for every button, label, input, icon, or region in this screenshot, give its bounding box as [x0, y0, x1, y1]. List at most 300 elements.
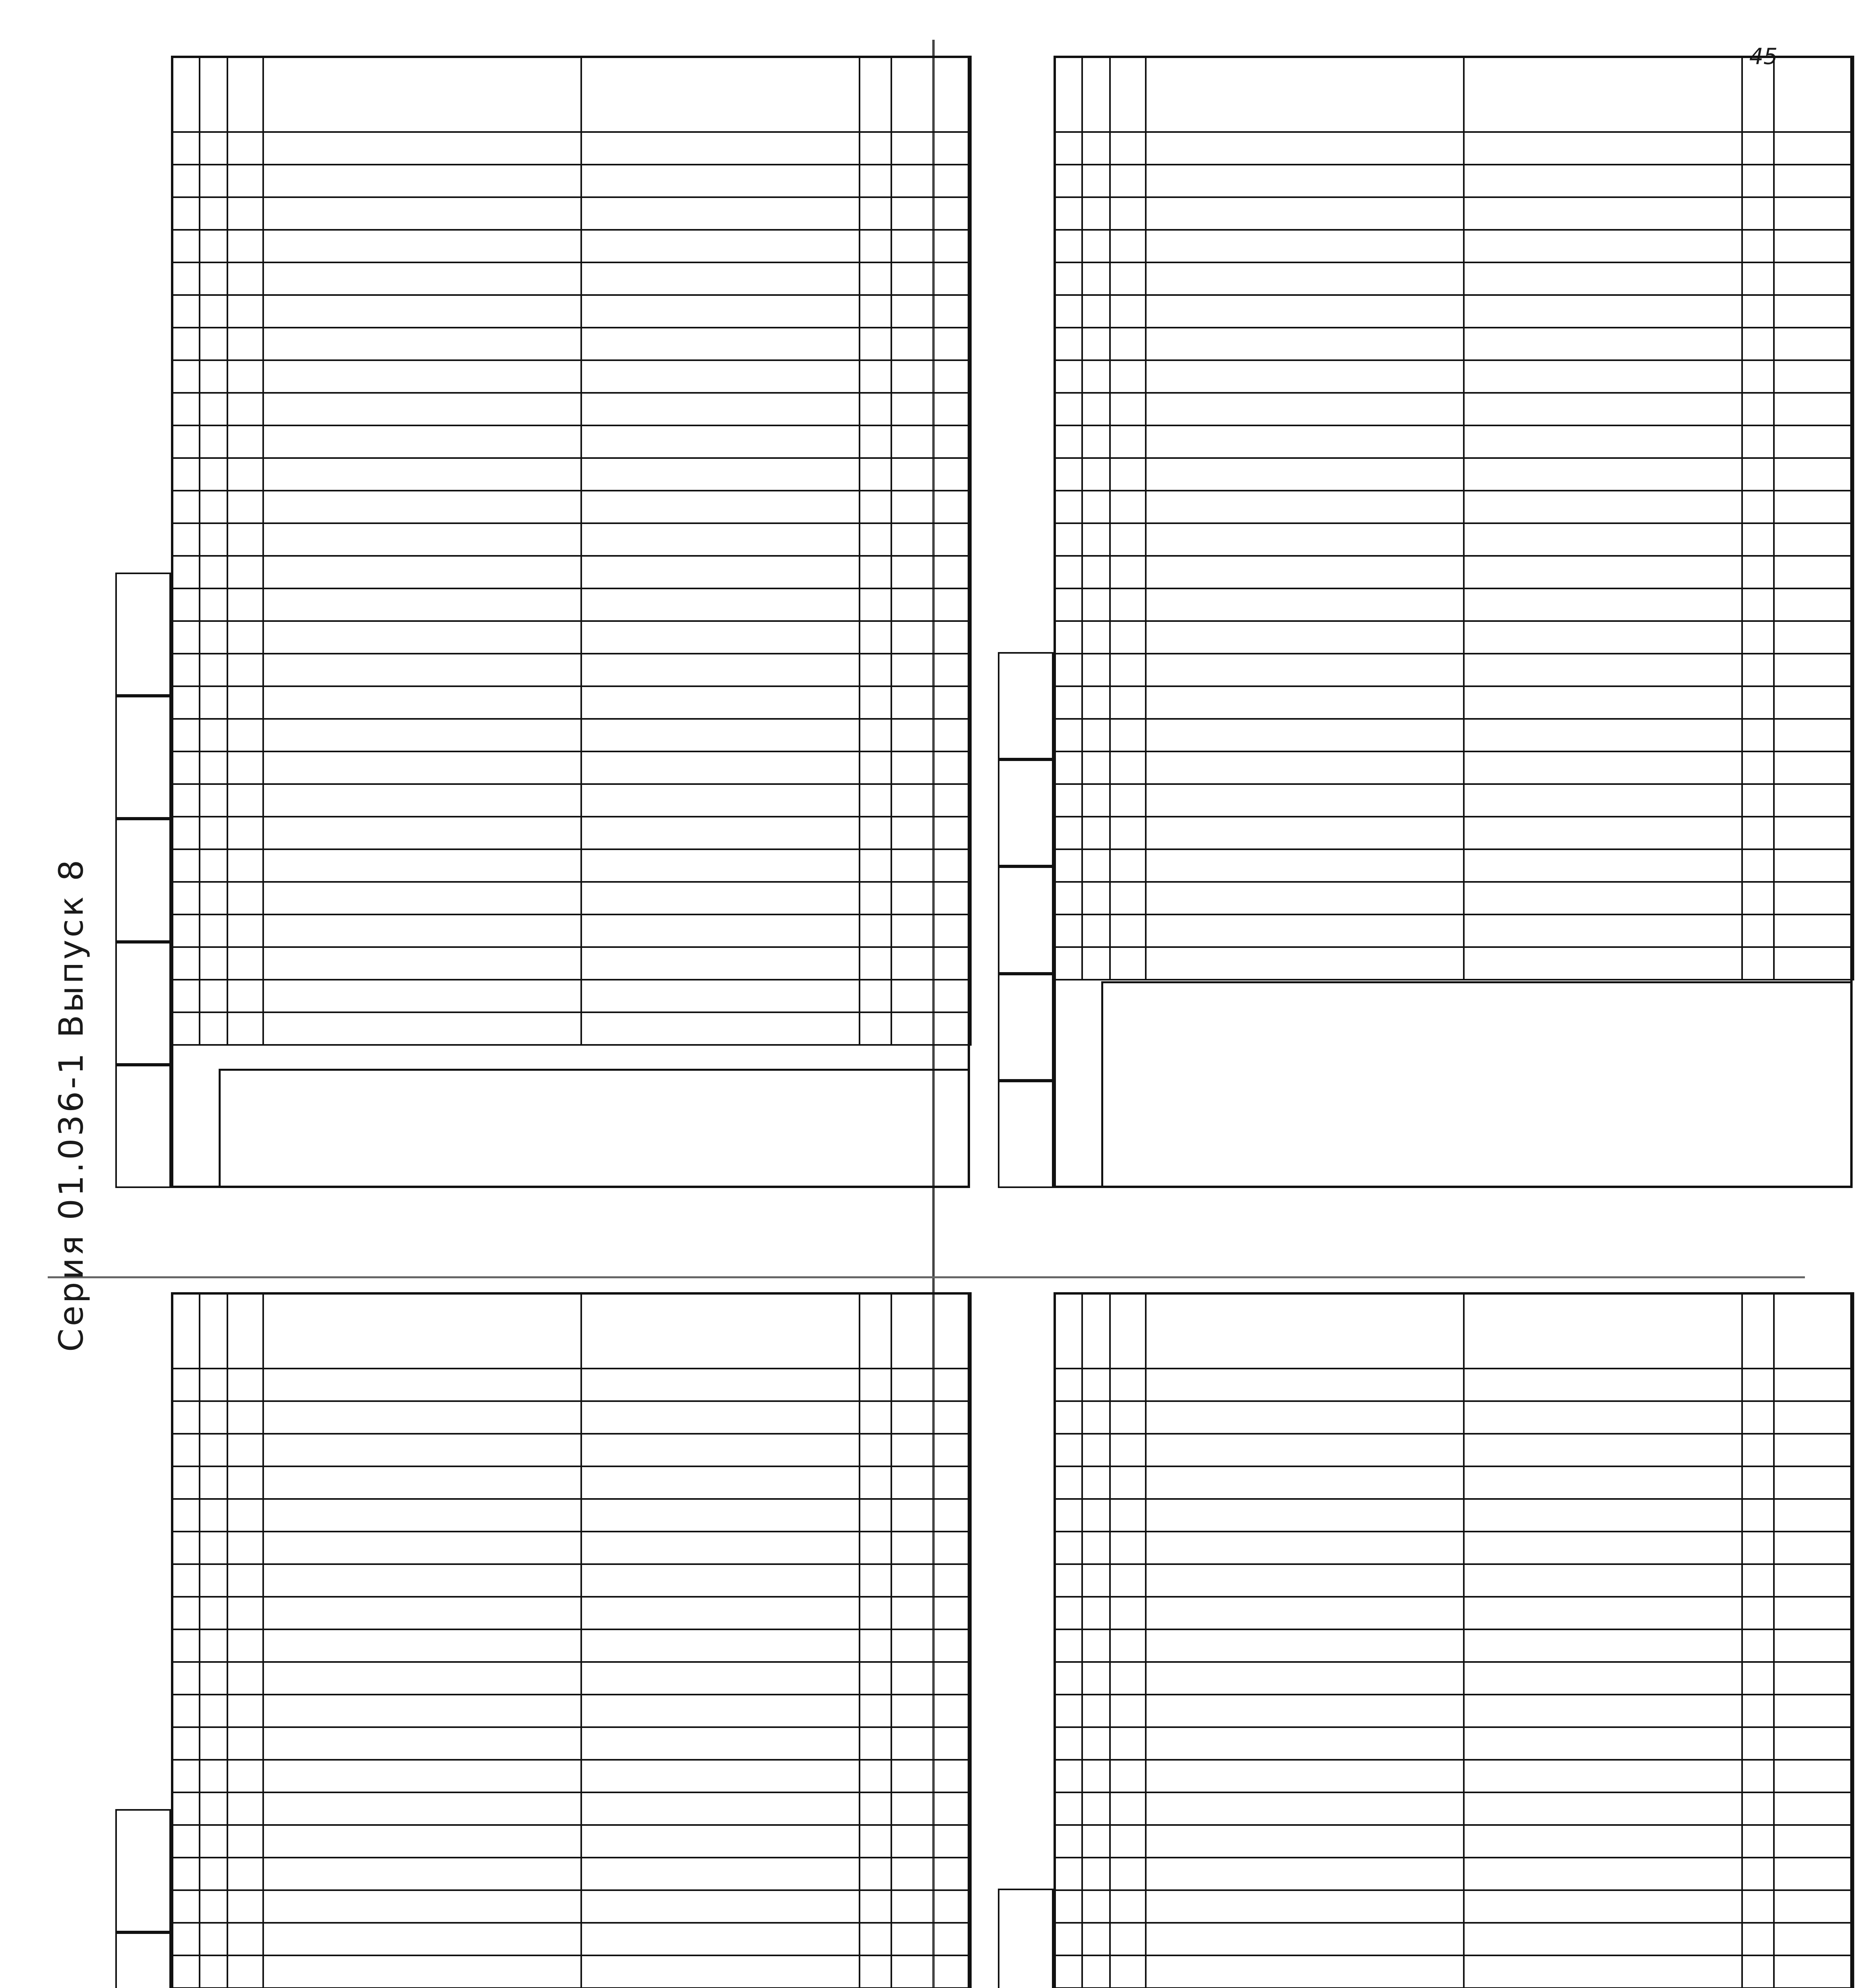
- cell-zone: [1082, 621, 1110, 654]
- header-format: [1054, 1293, 1082, 1369]
- cell-zone: [1082, 393, 1110, 425]
- cell-note: [891, 360, 971, 393]
- cell-position: [227, 1727, 263, 1760]
- section-heading: [1464, 523, 1742, 556]
- table-row: [1054, 719, 1853, 751]
- header-pos: [1110, 1293, 1146, 1369]
- table-row: [172, 262, 971, 295]
- cell-format: [172, 1825, 200, 1858]
- cell-position: [227, 556, 263, 588]
- cell-designation: [263, 1369, 581, 1401]
- table-cell: [860, 980, 891, 1012]
- header-qty: [1742, 56, 1774, 132]
- cell-note: [891, 1629, 971, 1662]
- cell-format: [172, 523, 200, 556]
- table-row: [1054, 1923, 1853, 1955]
- cell-position: [1110, 425, 1146, 458]
- cell-note: [891, 295, 971, 328]
- table-cell: [263, 980, 581, 1012]
- cell-designation: [263, 262, 581, 295]
- cell-note: [1774, 1629, 1853, 1662]
- cell-note: [891, 523, 971, 556]
- cell-name: [581, 1825, 860, 1858]
- cell-note: [891, 1532, 971, 1564]
- cell-format: [1054, 1662, 1082, 1695]
- section-heading: [1464, 165, 1742, 197]
- cell-zone: [1082, 1499, 1110, 1532]
- table-cell: [1774, 751, 1853, 784]
- cell-position: [1110, 1890, 1146, 1923]
- cell-quantity: [1742, 1923, 1774, 1955]
- cell-zone: [1082, 1695, 1110, 1727]
- cell-zone: [200, 328, 227, 360]
- cell-format: [1054, 588, 1082, 621]
- cell-position: [1110, 686, 1146, 719]
- table-cell: [1742, 1434, 1774, 1466]
- table-row: [172, 1401, 971, 1434]
- cell-quantity: [1742, 1597, 1774, 1629]
- cell-quantity: [1742, 1727, 1774, 1760]
- cell-name: [581, 425, 860, 458]
- cell-designation: [263, 1532, 581, 1564]
- cell-note: [1774, 719, 1853, 751]
- table-row: [1054, 1760, 1853, 1792]
- table-cell: [1774, 491, 1853, 523]
- table-row: [1054, 262, 1853, 295]
- cell-designation: [1146, 1466, 1464, 1499]
- table-cell: [1054, 1434, 1082, 1466]
- table-cell: [1742, 262, 1774, 295]
- header-name: [1464, 1293, 1742, 1369]
- cell-name: [581, 1466, 860, 1499]
- title-block: [1101, 981, 1853, 1188]
- cell-note: [1774, 1890, 1853, 1923]
- cell-name: [581, 1923, 860, 1955]
- specification-table: [1054, 56, 1854, 980]
- table-cell: [200, 914, 227, 947]
- table-cell: [1110, 947, 1146, 980]
- cell-note: [1774, 1597, 1853, 1629]
- table-row: [172, 1434, 971, 1466]
- table-row: [172, 914, 971, 947]
- cell-format: [172, 719, 200, 751]
- cell-note: [1774, 621, 1853, 654]
- cell-note: [891, 132, 971, 165]
- cell-zone: [1082, 914, 1110, 947]
- table-row: [1054, 1499, 1853, 1532]
- table-cell: [1054, 947, 1082, 980]
- cell-zone: [200, 295, 227, 328]
- cell-quantity: [1742, 588, 1774, 621]
- cell-zone: [1082, 1760, 1110, 1792]
- cell-quantity: [1742, 621, 1774, 654]
- cell-quantity: [860, 1499, 891, 1532]
- table-header-row: [1054, 1293, 1853, 1369]
- table-cell: [1774, 197, 1853, 230]
- table-cell: [1146, 947, 1464, 980]
- cell-designation: [1146, 1955, 1464, 1988]
- cell-note: [1774, 1955, 1853, 1988]
- cell-format: [1054, 1401, 1082, 1434]
- cell-format: [172, 165, 200, 197]
- cell-designation: [1146, 1662, 1464, 1695]
- table-row: [1054, 1401, 1853, 1434]
- cell-format: [1054, 1564, 1082, 1597]
- header-name: [1464, 56, 1742, 132]
- cell-name: [1464, 1923, 1742, 1955]
- table-row: [172, 1760, 971, 1792]
- section-heading: [1464, 1369, 1742, 1401]
- cell-quantity: [860, 588, 891, 621]
- side-stamp-cell: [115, 696, 171, 819]
- cell-zone: [200, 1695, 227, 1727]
- cell-designation: [263, 621, 581, 654]
- side-stamp-cell: [998, 1889, 1054, 1988]
- cell-designation: [1146, 360, 1464, 393]
- header-qty: [860, 1293, 891, 1369]
- cell-format: [1054, 849, 1082, 882]
- cell-zone: [200, 491, 227, 523]
- cell-designation: [1146, 1629, 1464, 1662]
- cell-designation: [1146, 588, 1464, 621]
- cell-note: [891, 491, 971, 523]
- table-cell: [581, 817, 860, 849]
- cell-quantity: [860, 1466, 891, 1499]
- cell-note: [1774, 1695, 1853, 1727]
- cell-format: [172, 1499, 200, 1532]
- cell-designation: [1146, 1923, 1464, 1955]
- table-cell: [1742, 784, 1774, 817]
- side-stamp-cell: [998, 759, 1054, 867]
- table-cell: [227, 784, 263, 817]
- cell-note: [1774, 360, 1853, 393]
- cell-note: [891, 197, 971, 230]
- table-cell: [581, 849, 860, 882]
- cell-zone: [1082, 1858, 1110, 1890]
- cell-note: [1774, 1532, 1853, 1564]
- table-row: [172, 621, 971, 654]
- side-stamp-cell: [998, 866, 1054, 974]
- cell-format: [172, 458, 200, 491]
- cell-name: [1464, 230, 1742, 262]
- cell-designation: [263, 1760, 581, 1792]
- cell-format: [172, 328, 200, 360]
- table-cell: [1082, 328, 1110, 360]
- table-cell: [227, 751, 263, 784]
- cell-position: [1110, 1695, 1146, 1727]
- section-heading: [1464, 1434, 1742, 1466]
- table-cell: [1146, 523, 1464, 556]
- cell-designation: [263, 1890, 581, 1923]
- cell-name: [581, 1434, 860, 1466]
- title-block: [219, 1069, 970, 1188]
- cell-name: [581, 1401, 860, 1434]
- cell-format: [172, 425, 200, 458]
- cell-quantity: [860, 1792, 891, 1825]
- cell-note: [1774, 654, 1853, 686]
- side-stamp-cell: [998, 974, 1054, 1081]
- cell-format: [1054, 360, 1082, 393]
- cell-position: [227, 686, 263, 719]
- cell-note: [1774, 1564, 1853, 1597]
- table-row: [1054, 491, 1853, 523]
- cell-designation: [263, 556, 581, 588]
- cell-name: [581, 1629, 860, 1662]
- table-row: [1054, 1858, 1853, 1890]
- table-cell: [1742, 1369, 1774, 1401]
- cell-format: [172, 1466, 200, 1499]
- cell-quantity: [1742, 849, 1774, 882]
- cell-format: [172, 262, 200, 295]
- table-cell: [891, 817, 971, 849]
- cell-name: [581, 1532, 860, 1564]
- table-row: [172, 1955, 971, 1988]
- table-cell: [227, 882, 263, 914]
- header-designation: [263, 1293, 581, 1369]
- cell-format: [172, 1532, 200, 1564]
- cell-quantity: [860, 230, 891, 262]
- cell-designation: [1146, 686, 1464, 719]
- table-cell: [581, 980, 860, 1012]
- cell-position: [1110, 1564, 1146, 1597]
- cell-position: [227, 1369, 263, 1401]
- table-cell: [1146, 197, 1464, 230]
- cell-note: [1774, 1825, 1853, 1858]
- table-cell: [200, 751, 227, 784]
- cell-format: [1054, 393, 1082, 425]
- cell-designation: [1146, 458, 1464, 491]
- table-cell: [172, 980, 200, 1012]
- cell-position: [227, 1923, 263, 1955]
- cell-name: [581, 295, 860, 328]
- table-cell: [172, 849, 200, 882]
- cell-quantity: [860, 1564, 891, 1597]
- cell-note: [891, 621, 971, 654]
- cell-designation: [263, 686, 581, 719]
- cell-quantity: [860, 491, 891, 523]
- table-row: [172, 1923, 971, 1955]
- side-stamp-cell: [115, 1065, 171, 1188]
- table-row: [1054, 132, 1853, 165]
- cell-designation: [1146, 654, 1464, 686]
- cell-designation: [1146, 1532, 1464, 1564]
- table-row: [1054, 817, 1853, 849]
- cell-zone: [1082, 1564, 1110, 1597]
- cell-name: [581, 1955, 860, 1988]
- cell-name: [581, 1858, 860, 1890]
- cell-designation: [1146, 230, 1464, 262]
- cell-name: [1464, 1401, 1742, 1434]
- cell-position: [1110, 1825, 1146, 1858]
- table-row: [172, 1858, 971, 1890]
- cell-format: [172, 1662, 200, 1695]
- cell-zone: [200, 1466, 227, 1499]
- cell-name: [1464, 1890, 1742, 1923]
- table-cell: [1774, 262, 1853, 295]
- cell-format: [1054, 1629, 1082, 1662]
- table-cell: [1774, 1369, 1853, 1401]
- table-cell: [1774, 132, 1853, 165]
- cell-position: [1110, 588, 1146, 621]
- cell-quantity: [1742, 1564, 1774, 1597]
- table-cell: [1774, 328, 1853, 360]
- cell-note: [891, 1466, 971, 1499]
- table-cell: [1054, 132, 1082, 165]
- cell-quantity: [860, 1955, 891, 1988]
- cell-note: [891, 1955, 971, 1988]
- cell-name: [1464, 1597, 1742, 1629]
- cell-name: [1464, 458, 1742, 491]
- table-cell: [1742, 523, 1774, 556]
- table-row: [1054, 523, 1853, 556]
- table-row: [1054, 1466, 1853, 1499]
- cell-zone: [1082, 1825, 1110, 1858]
- table-cell: [1054, 882, 1082, 914]
- table-row: [1054, 393, 1853, 425]
- cell-designation: [1146, 1890, 1464, 1923]
- cell-name: [1464, 1532, 1742, 1564]
- cell-format: [172, 588, 200, 621]
- cell-quantity: [860, 654, 891, 686]
- cell-note: [891, 1727, 971, 1760]
- cell-name: [581, 360, 860, 393]
- cell-zone: [200, 360, 227, 393]
- cell-designation: [263, 588, 581, 621]
- cell-format: [172, 1727, 200, 1760]
- cell-name: [1464, 1564, 1742, 1597]
- table-row: [172, 1532, 971, 1564]
- cell-format: [172, 1629, 200, 1662]
- cell-quantity: [1742, 1532, 1774, 1564]
- cell-name: [1464, 588, 1742, 621]
- cell-quantity: [860, 523, 891, 556]
- table-cell: [1146, 882, 1464, 914]
- cell-position: [1110, 654, 1146, 686]
- table-row: [1054, 556, 1853, 588]
- table-row: [1054, 1564, 1853, 1597]
- cell-zone: [200, 1792, 227, 1825]
- table-cell: [1054, 784, 1082, 817]
- cell-position: [227, 1825, 263, 1858]
- table-row: [172, 197, 971, 230]
- cell-quantity: [860, 360, 891, 393]
- table-cell: [1774, 882, 1853, 914]
- table-cell: [1082, 197, 1110, 230]
- table-cell: [1742, 817, 1774, 849]
- cell-note: [1774, 1499, 1853, 1532]
- table-cell: [1054, 1369, 1082, 1401]
- cell-zone: [1082, 360, 1110, 393]
- table-cell: [891, 751, 971, 784]
- cell-designation: [1146, 1727, 1464, 1760]
- cell-position: [1110, 1792, 1146, 1825]
- cell-zone: [1082, 425, 1110, 458]
- cell-note: [891, 1369, 971, 1401]
- cell-quantity: [860, 1760, 891, 1792]
- table-row: [172, 556, 971, 588]
- table-cell: [227, 817, 263, 849]
- cell-note: [1774, 1401, 1853, 1434]
- side-stamp-cell: [115, 1809, 171, 1932]
- table-cell: [1082, 491, 1110, 523]
- cell-name: [581, 523, 860, 556]
- cell-position: [1110, 1662, 1146, 1695]
- table-cell: [263, 914, 581, 947]
- cell-quantity: [1742, 556, 1774, 588]
- cell-position: [227, 1792, 263, 1825]
- cell-name: [1464, 1499, 1742, 1532]
- cell-format: [172, 1369, 200, 1401]
- table-cell: [1464, 328, 1742, 360]
- cell-name: [1464, 1858, 1742, 1890]
- cell-zone: [1082, 1401, 1110, 1434]
- sheet-top-left: [80, 56, 922, 1236]
- cell-zone: [1082, 588, 1110, 621]
- table-cell: [1082, 295, 1110, 328]
- cell-note: [1774, 588, 1853, 621]
- cell-note: [1774, 1792, 1853, 1825]
- cell-name: [581, 197, 860, 230]
- cell-zone: [1082, 1727, 1110, 1760]
- cell-designation: [1146, 1858, 1464, 1890]
- cell-zone: [1082, 1597, 1110, 1629]
- cell-zone: [200, 1499, 227, 1532]
- table-row: [1054, 654, 1853, 686]
- table-cell: [1054, 817, 1082, 849]
- cell-name: [581, 1499, 860, 1532]
- table-row: [1054, 1890, 1853, 1923]
- table-cell: [263, 784, 581, 817]
- header-designation: [263, 56, 581, 132]
- table-cell: [1774, 947, 1853, 980]
- cell-quantity: [860, 1695, 891, 1727]
- table-cell: [1742, 165, 1774, 197]
- table-cell: [263, 947, 581, 980]
- table-row: [1054, 165, 1853, 197]
- cell-designation: [1146, 1825, 1464, 1858]
- cell-name: [581, 1597, 860, 1629]
- table-cell: [200, 980, 227, 1012]
- cell-zone: [200, 523, 227, 556]
- cell-quantity: [860, 1401, 891, 1434]
- cell-note: [891, 1434, 971, 1466]
- cell-designation: [1146, 1760, 1464, 1792]
- cell-note: [1774, 230, 1853, 262]
- cell-name: [581, 1727, 860, 1760]
- table-cell: [1146, 751, 1464, 784]
- cell-note: [891, 165, 971, 197]
- series-label: Серия 01.036-1 Выпуск 8: [52, 857, 91, 1352]
- cell-format: [1054, 556, 1082, 588]
- table-row: [172, 1662, 971, 1695]
- table-cell: [1110, 751, 1146, 784]
- cell-format: [1054, 719, 1082, 751]
- table-row: [1054, 849, 1853, 882]
- section-heading: [1464, 784, 1742, 817]
- cell-designation: [263, 1792, 581, 1825]
- cell-quantity: [1742, 1629, 1774, 1662]
- cell-note: [1774, 458, 1853, 491]
- cell-name: [581, 262, 860, 295]
- cell-name: [581, 1760, 860, 1792]
- cell-quantity: [1742, 1401, 1774, 1434]
- table-cell: [227, 947, 263, 980]
- cell-position: [227, 1955, 263, 1988]
- cell-quantity: [1742, 1955, 1774, 1988]
- cell-position: [227, 1662, 263, 1695]
- cell-zone: [200, 1564, 227, 1597]
- cell-designation: [263, 458, 581, 491]
